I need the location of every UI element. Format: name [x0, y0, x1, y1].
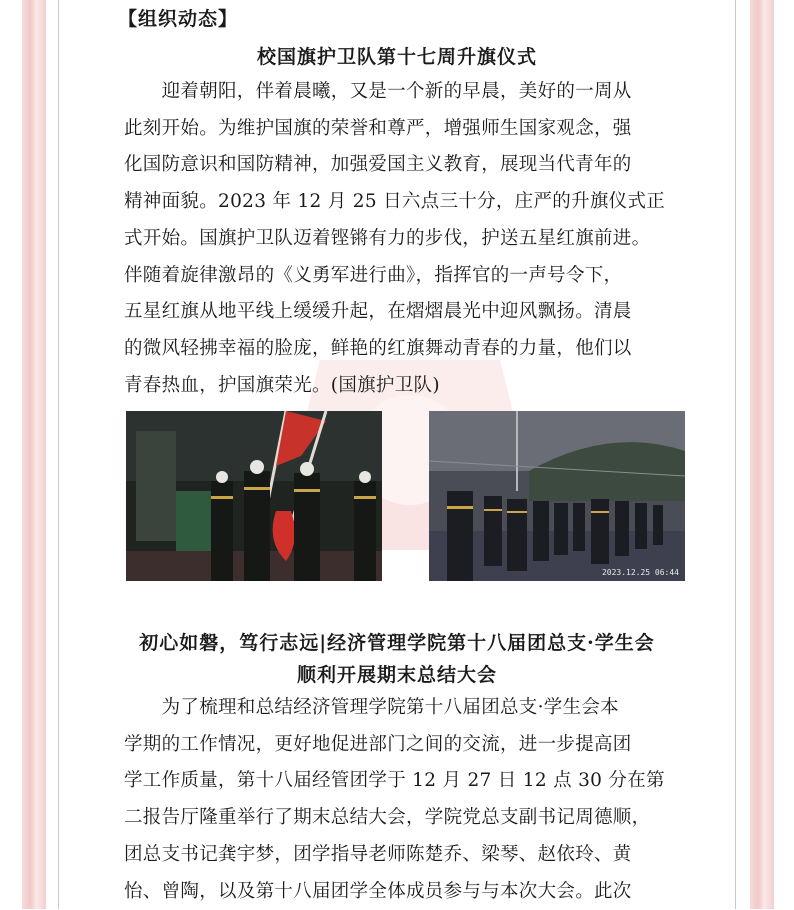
body-line: 的微风轻拂幸福的脸庞，鲜艳的红旗舞动青春的力量，他们以: [124, 337, 632, 359]
body-line: 迎着朝阳，伴着晨曦，又是一个新的早晨，美好的一周从: [124, 81, 632, 102]
body-line: 团总支书记龚宇梦，团学指导老师陈楚乔、梁琴、赵依玲、黄: [124, 843, 632, 865]
left-rule: [58, 0, 59, 909]
body-line: 化国防意识和国防精神，加强爱国主义教育，展现当代青年的: [124, 154, 632, 176]
body-line: 式开始。国旗护卫队迈着铿锵有力的步伐，护送五星红旗前进。: [124, 227, 651, 249]
body-line: 五星红旗从地平线上缓缓升起，在熠熠晨光中迎风飘扬。清晨: [124, 301, 632, 323]
body-line: 伴随着旋律激昂的《义勇军进行曲》，指挥官的一声号令下，: [124, 264, 623, 286]
body-line: 怡、曾陶，以及第十八届团学全体成员参与与本次大会。此次: [124, 880, 632, 902]
body-line: 青春热血，护国旗荣光。(国旗护卫队): [124, 374, 440, 396]
body-line: 精神面貌。2023 年 12 月 25 日六点三十分，庄严的升旗仪式正: [124, 191, 666, 213]
article-2-body: [124, 690, 684, 910]
photo-timestamp: 2023.12.25 06:44: [601, 568, 679, 577]
article-1-title: 校国旗护卫队第十七周升旗仪式: [256, 46, 537, 68]
article-1-body: [124, 74, 684, 404]
left-decorative-border: [22, 0, 46, 909]
right-rule: [735, 0, 736, 909]
article-2-title-line-1: 初心如磐，笃行志远|经济管理学院第十八届团总支·学生会: [139, 632, 655, 654]
body-line: 二报告厅隆重举行了期末总结大会，学院党总支副书记周德顺，: [124, 807, 651, 829]
article-2-title-line-2: 顺利开展期末总结大会: [296, 664, 497, 686]
flag-raising-photo-1: [126, 411, 382, 581]
body-line: 学期的工作情况，更好地促进部门之间的交流，进一步提高团: [124, 733, 632, 755]
body-line: 学工作质量，第十八届经管团学于 12 月 27 日 12 点 30 分在第: [124, 770, 665, 792]
flag-raising-photo-2: [429, 411, 685, 581]
section-label: 【组织动态】: [118, 8, 239, 30]
body-line: 此刻开始。为维护国旗的荣誉和尊严，增强师生国家观念，强: [124, 117, 632, 139]
right-decorative-border: [750, 0, 774, 909]
body-line: 为了梳理和总结经济管理学院第十八届团总支·学生会本: [124, 697, 619, 718]
